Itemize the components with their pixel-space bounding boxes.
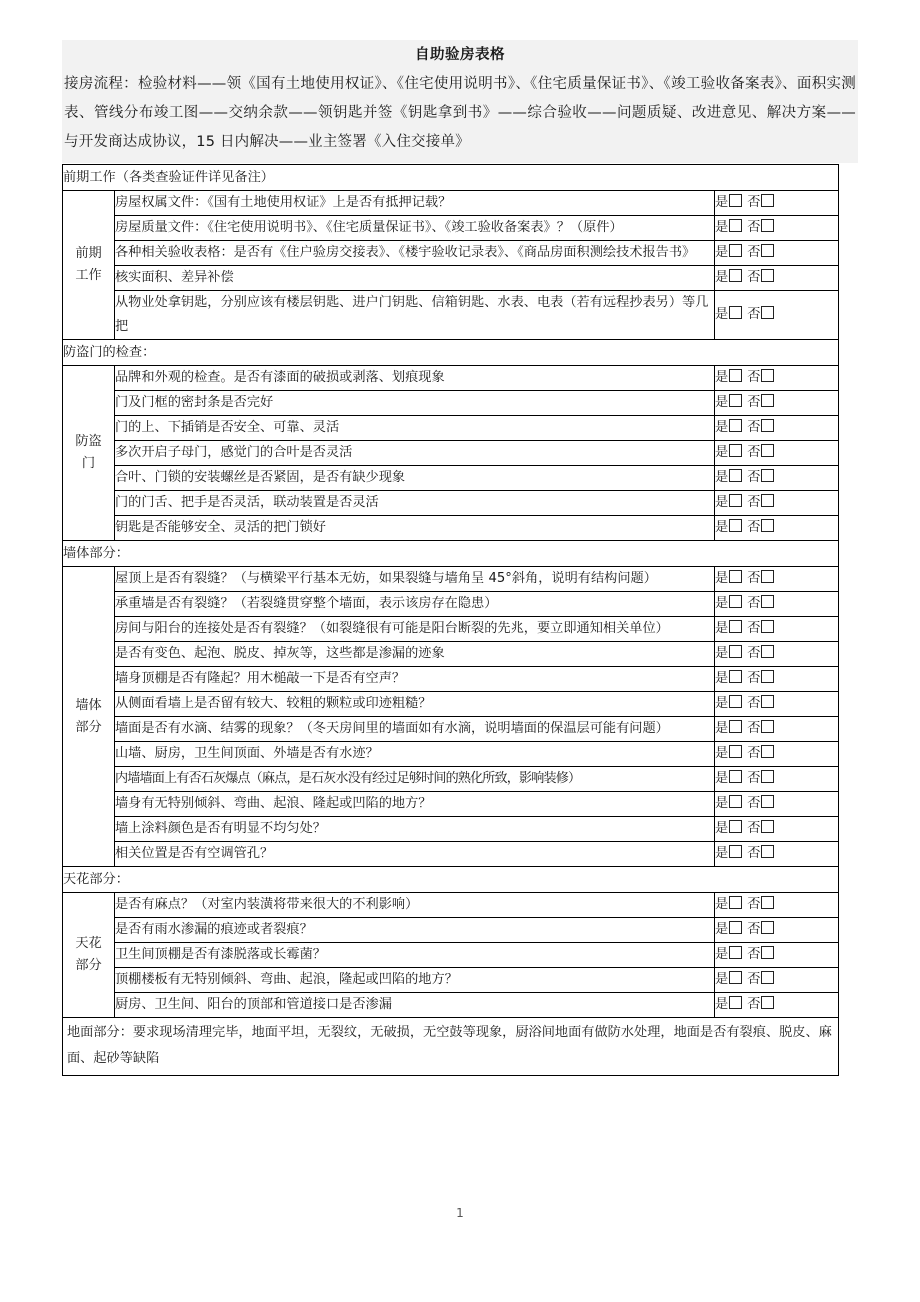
- yes-checkbox[interactable]: [729, 269, 742, 282]
- section-heading: 天花部分：: [63, 867, 839, 893]
- no-checkbox[interactable]: [761, 770, 774, 783]
- table-row: [63, 767, 839, 792]
- checklist-item: 相关位置是否有空调管孔？: [115, 842, 715, 867]
- group-label-cell: [63, 567, 115, 867]
- section-heading-row: [63, 340, 839, 366]
- answer-cell: [715, 592, 839, 617]
- yes-checkbox[interactable]: [729, 595, 742, 608]
- no-checkbox[interactable]: [761, 570, 774, 583]
- no-checkbox[interactable]: [761, 745, 774, 758]
- section-heading: 地面部分：要求现场清理完毕，地面平坦，无裂纹，无破损，无空鼓等现象，厨浴间地面有做防水处理，地面是否有裂痕、脱皮、麻面、起砂等缺陷: [63, 1018, 839, 1076]
- no-checkbox[interactable]: [761, 394, 774, 407]
- table-row: [63, 817, 839, 842]
- section-heading-row: [63, 165, 839, 191]
- answer-cell: [715, 642, 839, 667]
- table-row: [63, 792, 839, 817]
- checklist-item: 房间与阳台的连接处是否有裂缝？（如裂缝很有可能是阳台断裂的先兆，要立即通知相关单位）: [115, 617, 715, 642]
- section-heading-row: [63, 867, 839, 893]
- checklist-item: 墙面是否有水滴、结雾的现象？（冬天房间里的墙面如有水滴，说明墙面的保温层可能有问题）: [115, 717, 715, 742]
- table-row: [63, 968, 839, 993]
- answer-cell: [715, 366, 839, 391]
- answer-cell: [715, 993, 839, 1018]
- no-checkbox[interactable]: [761, 595, 774, 608]
- checklist-item: 门的上、下插销是否安全、可靠、灵活: [115, 416, 715, 441]
- no-label: 否: [747, 596, 761, 611]
- no-label: 否: [747, 646, 761, 661]
- yes-label: 是: [715, 972, 729, 987]
- yes-label: 是: [715, 621, 729, 636]
- no-checkbox[interactable]: [761, 795, 774, 808]
- yes-checkbox[interactable]: [729, 419, 742, 432]
- table-row: [63, 216, 839, 241]
- no-label: 否: [747, 445, 761, 460]
- answer-cell: [715, 968, 839, 993]
- table-row: [63, 391, 839, 416]
- no-label: 否: [747, 796, 761, 811]
- section-heading: 防盗门的检查：: [63, 340, 839, 366]
- table-row: [63, 266, 839, 291]
- yes-checkbox[interactable]: [729, 444, 742, 457]
- no-label: 否: [747, 220, 761, 235]
- answer-cell: [715, 291, 839, 340]
- section-heading: 前期工作（各类查验证件详见备注）: [63, 165, 839, 191]
- group-label-line-2: 部分: [75, 719, 102, 735]
- yes-checkbox[interactable]: [729, 996, 742, 1009]
- yes-label: 是: [715, 947, 729, 962]
- section-heading-row: [63, 541, 839, 567]
- table-row: [63, 692, 839, 717]
- checklist-item: 内墙墙面上有否石灰爆点（麻点，是石灰水没有经过足够时间的熟化所致，影响装修）: [115, 767, 715, 792]
- checklist-item: 各种相关验收表格：是否有《住户验房交接表》、《楼宇验收记录表》、《商品房面积测绘技术报告书》: [115, 241, 715, 266]
- answer-cell: [715, 516, 839, 541]
- page-title: 自助验房表格: [415, 47, 505, 63]
- no-checkbox[interactable]: [761, 219, 774, 232]
- no-checkbox[interactable]: [761, 194, 774, 207]
- checklist-item: 从侧面看墙上是否留有较大、较粗的颗粒或印迹粗糙？: [115, 692, 715, 717]
- yes-label: 是: [715, 696, 729, 711]
- yes-label: 是: [715, 520, 729, 535]
- yes-label: 是: [715, 495, 729, 510]
- yes-label: 是: [715, 370, 729, 385]
- answer-cell: [715, 842, 839, 867]
- yes-checkbox[interactable]: [729, 921, 742, 934]
- yes-checkbox[interactable]: [729, 695, 742, 708]
- table-row: [63, 416, 839, 441]
- yes-label: 是: [715, 445, 729, 460]
- no-checkbox[interactable]: [761, 946, 774, 959]
- checklist-item: 是否有雨水渗漏的痕迹或者裂痕？: [115, 918, 715, 943]
- group-label-line-1: 天花: [75, 936, 102, 951]
- no-checkbox[interactable]: [761, 419, 774, 432]
- checklist-item: 墙身有无特别倾斜、弯曲、起浪、隆起或凹陷的地方？: [115, 792, 715, 817]
- answer-cell: [715, 216, 839, 241]
- checklist-item: 墙上涂料颜色是否有明显不均匀处？: [115, 817, 715, 842]
- group-label-cell: [63, 893, 115, 1018]
- answer-cell: [715, 617, 839, 642]
- checklist-item: 房屋权属文件：《国有土地使用权证》上是否有抵押记载？: [115, 191, 715, 216]
- no-label: 否: [747, 571, 761, 586]
- no-label: 否: [747, 420, 761, 435]
- checklist-item: 门及门框的密封条是否完好: [115, 391, 715, 416]
- table-row: [63, 516, 839, 541]
- table-row: [63, 191, 839, 216]
- answer-cell: [715, 918, 839, 943]
- yes-checkbox[interactable]: [729, 570, 742, 583]
- no-checkbox[interactable]: [761, 269, 774, 282]
- answer-cell: [715, 717, 839, 742]
- no-checkbox[interactable]: [761, 921, 774, 934]
- answer-cell: [715, 667, 839, 692]
- table-row: [63, 617, 839, 642]
- answer-cell: [715, 416, 839, 441]
- no-checkbox[interactable]: [761, 820, 774, 833]
- no-checkbox[interactable]: [761, 306, 774, 319]
- checklist-item: 卫生间顶棚是否有漆脱落或长霉菌？: [115, 943, 715, 968]
- answer-cell: [715, 943, 839, 968]
- yes-checkbox[interactable]: [729, 620, 742, 633]
- no-checkbox[interactable]: [761, 444, 774, 457]
- answer-cell: [715, 817, 839, 842]
- answer-cell: [715, 792, 839, 817]
- checklist-item: 山墙、厨房，卫生间顶面、外墙是否有水迹？: [115, 742, 715, 767]
- no-checkbox[interactable]: [761, 996, 774, 1009]
- yes-label: 是: [715, 746, 729, 761]
- no-checkbox[interactable]: [761, 720, 774, 733]
- yes-label: 是: [715, 395, 729, 410]
- group-label-cell: [63, 191, 115, 340]
- no-checkbox[interactable]: [761, 845, 774, 858]
- yes-checkbox[interactable]: [729, 770, 742, 783]
- table-row: [63, 441, 839, 466]
- no-label: 否: [747, 395, 761, 410]
- yes-label: 是: [715, 571, 729, 586]
- page-number: 1: [456, 1206, 464, 1220]
- yes-label: 是: [715, 846, 729, 861]
- no-checkbox[interactable]: [761, 645, 774, 658]
- no-label: 否: [747, 621, 761, 636]
- form-body: [63, 165, 839, 1076]
- checklist-item: 品牌和外观的检查。是否有漆面的破损或剥落、划痕现象: [115, 366, 715, 391]
- table-row: [63, 717, 839, 742]
- group-label-line-2: 部分: [75, 958, 102, 973]
- yes-checkbox[interactable]: [729, 845, 742, 858]
- checklist-item: 是否有麻点？（对室内装潢将带来很大的不利影响）: [115, 893, 715, 918]
- no-label: 否: [747, 846, 761, 861]
- checklist-item: 顶棚楼板有无特别倾斜、弯曲、起浪，隆起或凹陷的地方？: [115, 968, 715, 993]
- table-row: [63, 667, 839, 692]
- yes-label: 是: [715, 245, 729, 260]
- checklist-item: 钥匙是否能够安全、灵活的把门锁好: [115, 516, 715, 541]
- yes-label: 是: [715, 420, 729, 435]
- answer-cell: [715, 491, 839, 516]
- table-row: [63, 642, 839, 667]
- yes-checkbox[interactable]: [729, 306, 742, 319]
- no-label: 否: [747, 270, 761, 285]
- no-label: 否: [747, 470, 761, 485]
- table-row: [63, 893, 839, 918]
- yes-label: 是: [715, 596, 729, 611]
- section-heading-row: [63, 1018, 839, 1076]
- yes-checkbox[interactable]: [729, 896, 742, 909]
- table-row: [63, 592, 839, 617]
- table-row: [63, 241, 839, 266]
- table-row: [63, 366, 839, 391]
- yes-checkbox[interactable]: [729, 244, 742, 257]
- group-label-cell: [63, 366, 115, 541]
- yes-label: 是: [715, 997, 729, 1012]
- no-label: 否: [747, 897, 761, 912]
- answer-cell: [715, 466, 839, 491]
- document-header: [62, 40, 858, 163]
- no-label: 否: [747, 696, 761, 711]
- yes-label: 是: [715, 195, 729, 210]
- yes-checkbox[interactable]: [729, 670, 742, 683]
- no-label: 否: [747, 997, 761, 1012]
- yes-label: 是: [715, 771, 729, 786]
- yes-label: 是: [715, 220, 729, 235]
- no-checkbox[interactable]: [761, 519, 774, 532]
- no-label: 否: [747, 520, 761, 535]
- no-label: 否: [747, 746, 761, 761]
- checklist-item: 厨房、卫生间、阳台的顶部和管道接口是否渗漏: [115, 993, 715, 1018]
- answer-cell: [715, 692, 839, 717]
- yes-checkbox[interactable]: [729, 971, 742, 984]
- table-row: [63, 943, 839, 968]
- checklist-item: 承重墙是否有裂缝？（若裂缝贯穿整个墙面，表示该房存在隐患）: [115, 592, 715, 617]
- yes-checkbox[interactable]: [729, 820, 742, 833]
- answer-cell: [715, 742, 839, 767]
- answer-cell: [715, 191, 839, 216]
- no-checkbox[interactable]: [761, 695, 774, 708]
- no-label: 否: [747, 972, 761, 987]
- no-checkbox[interactable]: [761, 494, 774, 507]
- yes-checkbox[interactable]: [729, 720, 742, 733]
- group-label-line-2: 门: [81, 456, 96, 471]
- no-checkbox[interactable]: [761, 244, 774, 257]
- yes-checkbox[interactable]: [729, 519, 742, 532]
- no-checkbox[interactable]: [761, 670, 774, 683]
- table-row: [63, 918, 839, 943]
- no-label: 否: [747, 245, 761, 260]
- group-label-line-2: 工作: [75, 268, 102, 283]
- yes-checkbox[interactable]: [729, 394, 742, 407]
- checklist-item: 屋顶上是否有裂缝？（与横梁平行基本无妨，如果裂缝与墙角呈 45°斜角，说明有结构问题）: [115, 567, 715, 592]
- no-checkbox[interactable]: [761, 469, 774, 482]
- answer-cell: [715, 241, 839, 266]
- no-label: 否: [747, 370, 761, 385]
- yes-label: 是: [715, 721, 729, 736]
- answer-cell: [715, 567, 839, 592]
- checklist-item: 墙身顶棚是否有隆起？用木槌敲一下是否有空声？: [115, 667, 715, 692]
- no-label: 否: [747, 821, 761, 836]
- yes-label: 是: [715, 646, 729, 661]
- yes-checkbox[interactable]: [729, 219, 742, 232]
- yes-checkbox[interactable]: [729, 469, 742, 482]
- inspection-form-table: [62, 164, 839, 1076]
- table-row: [63, 567, 839, 592]
- group-label-line-1: 墙体: [75, 697, 102, 713]
- group-label-line-1: 防盗: [75, 434, 102, 449]
- intro-paragraph: 接房流程：检验材料——领《国有土地使用权证》、《住宅使用说明书》、《住宅质量保证书》、《竣工验收备案表》、面积实测表、管线分布竣工图——交纳余款——领钥匙并签《钥匙拿到书》——综合验收——问题质疑、改进意见、解决方案——与开发商达成协议，15 日内解决——业主签署《入住交接单》: [64, 76, 856, 150]
- yes-checkbox[interactable]: [729, 745, 742, 758]
- yes-label: 是: [715, 922, 729, 937]
- checklist-item: 核实面积、差异补偿: [115, 266, 715, 291]
- answer-cell: [715, 441, 839, 466]
- answer-cell: [715, 266, 839, 291]
- no-checkbox[interactable]: [761, 971, 774, 984]
- no-checkbox[interactable]: [761, 896, 774, 909]
- table-row: [63, 466, 839, 491]
- table-row: [63, 742, 839, 767]
- answer-cell: [715, 767, 839, 792]
- table-row: [63, 842, 839, 867]
- yes-label: 是: [715, 307, 729, 322]
- table-row: [63, 993, 839, 1018]
- no-label: 否: [747, 947, 761, 962]
- yes-checkbox[interactable]: [729, 369, 742, 382]
- no-label: 否: [747, 721, 761, 736]
- yes-checkbox[interactable]: [729, 795, 742, 808]
- no-checkbox[interactable]: [761, 369, 774, 382]
- checklist-item: 门的门舌、把手是否灵活，联动装置是否灵活: [115, 491, 715, 516]
- no-label: 否: [747, 195, 761, 210]
- yes-label: 是: [715, 796, 729, 811]
- table-row: [63, 491, 839, 516]
- checklist-item: 从物业处拿钥匙，分别应该有楼层钥匙、进户门钥匙、信箱钥匙、水表、电表（若有远程抄表另）等几把: [115, 291, 715, 340]
- yes-label: 是: [715, 470, 729, 485]
- no-checkbox[interactable]: [761, 620, 774, 633]
- no-label: 否: [747, 495, 761, 510]
- yes-checkbox[interactable]: [729, 946, 742, 959]
- checklist-item: 合叶、门锁的安装螺丝是否紧固，是否有缺少现象: [115, 466, 715, 491]
- no-label: 否: [747, 922, 761, 937]
- checklist-item: 房屋质量文件：《住宅使用说明书》、《住宅质量保证书》、《竣工验收备案表》？（原件）: [115, 216, 715, 241]
- answer-cell: [715, 893, 839, 918]
- yes-checkbox[interactable]: [729, 645, 742, 658]
- yes-label: 是: [715, 897, 729, 912]
- checklist-item: 是否有变色、起泡、脱皮、掉灰等，这些都是渗漏的迹象: [115, 642, 715, 667]
- yes-label: 是: [715, 671, 729, 686]
- table-row: [63, 291, 839, 340]
- no-label: 否: [747, 307, 761, 322]
- answer-cell: [715, 391, 839, 416]
- checklist-item: 多次开启子母门，感觉门的合叶是否灵活: [115, 441, 715, 466]
- yes-label: 是: [715, 821, 729, 836]
- no-label: 否: [747, 671, 761, 686]
- yes-checkbox[interactable]: [729, 494, 742, 507]
- yes-checkbox[interactable]: [729, 194, 742, 207]
- group-label-line-1: 前期: [75, 246, 102, 261]
- section-heading: 墙体部分：: [63, 541, 839, 567]
- yes-label: 是: [715, 270, 729, 285]
- no-label: 否: [747, 771, 761, 786]
